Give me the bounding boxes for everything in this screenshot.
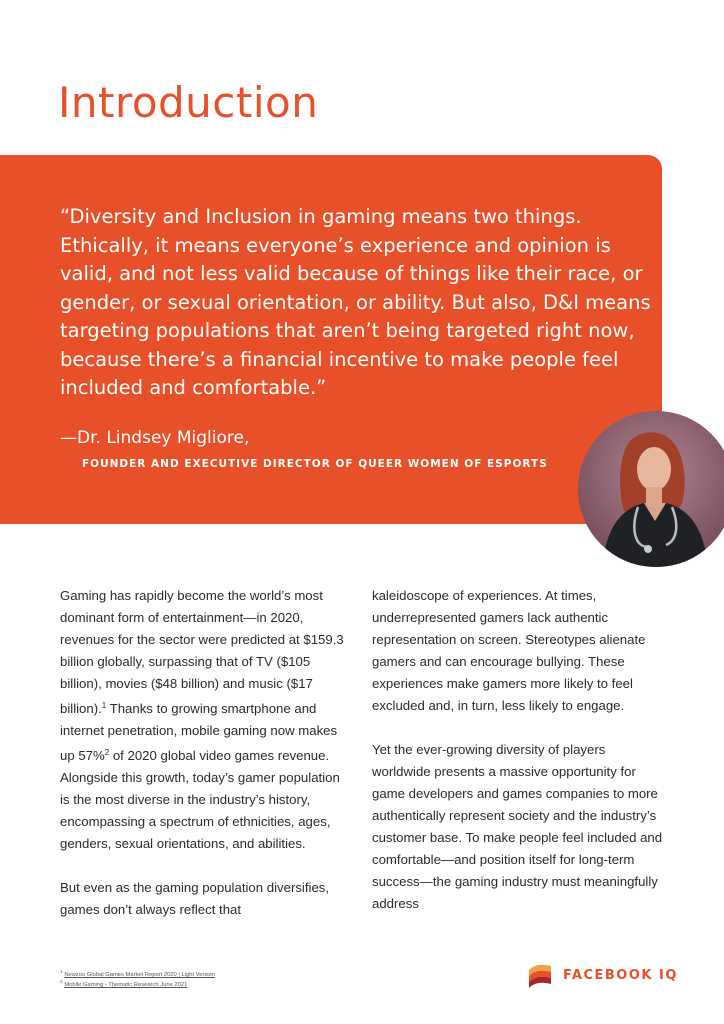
page-title: Introduction — [58, 78, 319, 127]
body-column-left — [60, 585, 352, 921]
footnote-ref-1: 1 — [101, 701, 107, 710]
quote-author-role: FOUNDER AND EXECUTIVE DIRECTOR OF QUEER WOMEN OF ESPORTS — [82, 458, 548, 470]
footnote-2: $^2$ Mobile Gaming - Thematic Research June 2021 — [60, 979, 188, 988]
footnote-ref-2: 2 — [104, 748, 110, 757]
body-paragraph-2-start: But even as the gaming population diversifies, games don’t always reflect that — [60, 880, 330, 917]
speaker-portrait — [578, 411, 724, 567]
quote-text: “Diversity and Inclusion in gaming means two things. Ethically, it means everyone’s experience and opinion is valid, and not less valid because of things like their race, or gender, or sexual orientation, or ability. But also, D&I means targeting populations that aren’t being targeted right now, because there’s a financial incentive to make people feel included and comfortable.” — [60, 205, 651, 399]
logo-text: FACEBOOK IQ — [563, 967, 678, 983]
body-paragraph-1-part-c: of 2020 global video games revenue. Alongside this growth, today’s gamer population is the most diverse in the industry’s history, encompassing a spectrum of ethnicities, ages, genders, sexual orientations, and abilities. — [60, 748, 340, 851]
body-paragraph-1-part-a: Gaming has rapidly become the world’s most dominant form of entertainment—in 2020, revenues for the sector were predicted at $159.3 billion globally, surpassing that of TV ($105 billion), movies ($48 billion) and music ($17 billion). — [60, 588, 344, 716]
body-paragraph-2-end: kaleidoscope of experiences. At times, underrepresented gamers lack authentic representation on screen. Stereotypes alienate gamers and can encourage bullying. These experiences make gamers more likely to feel excluded and, in turn, less likely to engage. — [372, 588, 646, 713]
body-column-right — [372, 585, 664, 915]
body-paragraph-1 — [60, 585, 352, 855]
facebook-iq-logo — [527, 962, 678, 988]
footnote-2-link[interactable]: Mobile Gaming - Thematic Research June 2021 — [64, 981, 188, 988]
quote-author: —Dr. Lindsey Migliore, — [60, 428, 250, 448]
body-paragraph-1-part-b: Thanks to growing smartphone and internet penetration, mobile gaming now makes up 57% — [60, 701, 338, 763]
body-paragraph-3: Yet the ever-growing diversity of players worldwide presents a massive opportunity for game developers and games companies to more authentically represent society and the industry’s customer base. To make people feel included and comfortable—and position itself for long-term success—the gaming industry must meaningfully address — [372, 742, 663, 911]
footnotes — [60, 969, 215, 989]
facebook-iq-stacked-waves-icon — [527, 962, 553, 988]
footnote-1-link[interactable]: Newzoo Global Games Market Report 2020 | Light Version — [64, 971, 216, 978]
footnote-1: $^1$ Newzoo Global Games Market Report 2020 | Light Version — [60, 970, 216, 978]
speaker-portrait-illustration — [578, 411, 724, 567]
